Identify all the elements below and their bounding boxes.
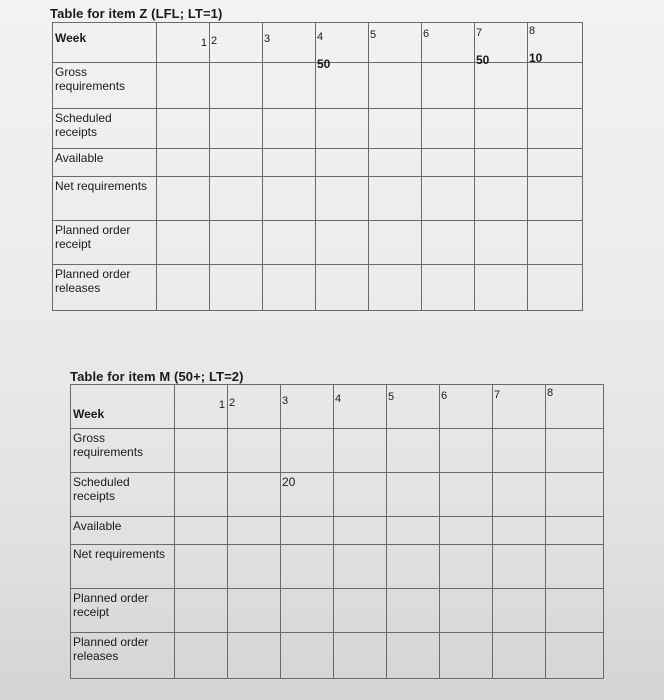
value-cell (546, 429, 604, 473)
value-cell (175, 589, 228, 633)
value-cell (387, 633, 440, 679)
value-cell (528, 149, 583, 177)
value-cell (475, 177, 528, 221)
table-z-week-header: Week (53, 23, 157, 63)
value-cell (281, 473, 334, 517)
value-cell (369, 109, 422, 149)
table-m-week-cell: 3 (281, 385, 334, 429)
value-cell (316, 177, 369, 221)
table-z-week-cell: 1 (157, 23, 210, 63)
table-z-week-cell: 5 (369, 23, 422, 63)
value-cell (157, 265, 210, 311)
value-cell (422, 109, 475, 149)
value-cell (387, 589, 440, 633)
table-m-title: Table for item M (50+; LT=2) (70, 369, 244, 384)
value-cell (263, 221, 316, 265)
value-cell (493, 473, 546, 517)
row-label-cell (53, 265, 157, 311)
value-cell (263, 265, 316, 311)
value-cell (493, 589, 546, 633)
value-cell (422, 177, 475, 221)
table-m-week-cell: 6 (440, 385, 493, 429)
row-label: Planned order receipt (73, 591, 149, 619)
value-cell (493, 429, 546, 473)
value-cell (334, 473, 387, 517)
table-row (53, 221, 583, 265)
table-m-week-row (71, 385, 604, 429)
row-label-cell (71, 545, 175, 589)
table-m-week-cell: 5 (387, 385, 440, 429)
value-cell (493, 633, 546, 679)
value-cell (440, 517, 493, 545)
value-cell (475, 149, 528, 177)
value-cell (210, 63, 263, 109)
table-z-week-cell: 6 (422, 23, 475, 63)
value-cell (210, 177, 263, 221)
value-cell (316, 221, 369, 265)
value-cell (228, 429, 281, 473)
row-label-cell (53, 149, 157, 177)
value-cell (210, 221, 263, 265)
row-label: Planned order receipt (55, 223, 131, 251)
table-z-week-cell: 3 (263, 23, 316, 63)
value-cell (440, 545, 493, 589)
value-cell (369, 265, 422, 311)
value-cell (175, 545, 228, 589)
value-cell (281, 545, 334, 589)
value-cell (475, 265, 528, 311)
value-cell (210, 149, 263, 177)
value-cell (157, 109, 210, 149)
value-cell (228, 545, 281, 589)
row-label-cell (53, 221, 157, 265)
row-label-cell (71, 633, 175, 679)
value-cell (316, 149, 369, 177)
row-label: Scheduled receipts (73, 475, 130, 503)
value-cell (263, 149, 316, 177)
value-cell (475, 221, 528, 265)
table-row (71, 429, 604, 473)
row-label-cell (53, 63, 157, 109)
table-row (71, 589, 604, 633)
value-cell (228, 473, 281, 517)
table-m-week-cell: 1 (175, 385, 228, 429)
value-cell (334, 633, 387, 679)
value-cell (281, 517, 334, 545)
value-cell (493, 517, 546, 545)
row-label: Planned order releases (55, 267, 131, 295)
value-cell (422, 221, 475, 265)
row-label: Net requirements (73, 547, 166, 561)
value-cell (175, 633, 228, 679)
table-row (53, 109, 583, 149)
table-z-title: Table for item Z (LFL; LT=1) (50, 6, 223, 21)
value-cell (157, 149, 210, 177)
row-label: Available (73, 519, 122, 533)
row-label: Net requirements (55, 179, 148, 193)
row-label-cell (71, 473, 175, 517)
value-cell (422, 63, 475, 109)
table-m-week-cell: 8 (546, 385, 604, 429)
value-cell (528, 63, 583, 109)
value-cell (281, 633, 334, 679)
table-m (70, 384, 604, 679)
value-cell (528, 109, 583, 149)
value-cell (528, 265, 583, 311)
table-row (71, 473, 604, 517)
value-cell (228, 589, 281, 633)
value-cell (440, 589, 493, 633)
value-cell (228, 517, 281, 545)
row-label: Gross requirements (73, 431, 144, 459)
row-label-cell (71, 429, 175, 473)
value-cell (175, 429, 228, 473)
value-cell (387, 517, 440, 545)
table-row (71, 633, 604, 679)
value-cell (475, 109, 528, 149)
value-cell (422, 149, 475, 177)
row-label: Available (55, 151, 104, 165)
value-cell (281, 429, 334, 473)
value-cell (263, 177, 316, 221)
row-label-cell (71, 589, 175, 633)
table-m-week-cell: 4 (334, 385, 387, 429)
value-cell (316, 109, 369, 149)
row-label: Planned order releases (73, 635, 149, 663)
value-cell (157, 63, 210, 109)
value-cell (387, 429, 440, 473)
row-label: Scheduled receipts (55, 111, 112, 139)
value-cell (422, 265, 475, 311)
table-row (53, 63, 583, 109)
row-label-cell (53, 109, 157, 149)
value-cell (175, 517, 228, 545)
value-cell (157, 177, 210, 221)
row-label-cell (53, 177, 157, 221)
value-cell (175, 473, 228, 517)
value-cell (316, 265, 369, 311)
table-z-week-cell: 2 (210, 23, 263, 63)
value-cell (546, 473, 604, 517)
table-m-week-cell: 7 (493, 385, 546, 429)
table-row (53, 149, 583, 177)
value-cell (440, 633, 493, 679)
table-z-week-cell: 4 50 (316, 23, 369, 63)
table-row (71, 545, 604, 589)
value-cell (387, 545, 440, 589)
value-cell (334, 517, 387, 545)
value-cell (546, 589, 604, 633)
value-cell (475, 63, 528, 109)
value-cell (263, 63, 316, 109)
value-cell (387, 473, 440, 517)
table-row (71, 517, 604, 545)
value-cell (316, 63, 369, 109)
value-cell (157, 221, 210, 265)
value-cell (528, 177, 583, 221)
value-cell (228, 633, 281, 679)
table-m-week-header: Week (71, 385, 175, 429)
value-cell (528, 221, 583, 265)
value-cell (369, 177, 422, 221)
table-z-week-row (53, 23, 583, 63)
row-label: Gross requirements (55, 65, 126, 93)
value-cell (440, 473, 493, 517)
table-z-week-cell: 8 10 (528, 23, 583, 63)
value-cell (369, 63, 422, 109)
cell-value: 20 (282, 475, 296, 489)
row-label-cell (71, 517, 175, 545)
table-row (53, 265, 583, 311)
value-cell (281, 589, 334, 633)
value-cell (369, 221, 422, 265)
value-cell (546, 633, 604, 679)
table-z-week-cell: 7 50 (475, 23, 528, 63)
value-cell (369, 149, 422, 177)
value-cell (334, 545, 387, 589)
value-cell (440, 429, 493, 473)
value-cell (546, 545, 604, 589)
value-cell (263, 109, 316, 149)
table-row (53, 177, 583, 221)
value-cell (210, 109, 263, 149)
value-cell (546, 517, 604, 545)
table-z (52, 22, 583, 311)
table-m-week-cell: 2 (228, 385, 281, 429)
value-cell (334, 429, 387, 473)
value-cell (210, 265, 263, 311)
value-cell (334, 589, 387, 633)
value-cell (493, 545, 546, 589)
